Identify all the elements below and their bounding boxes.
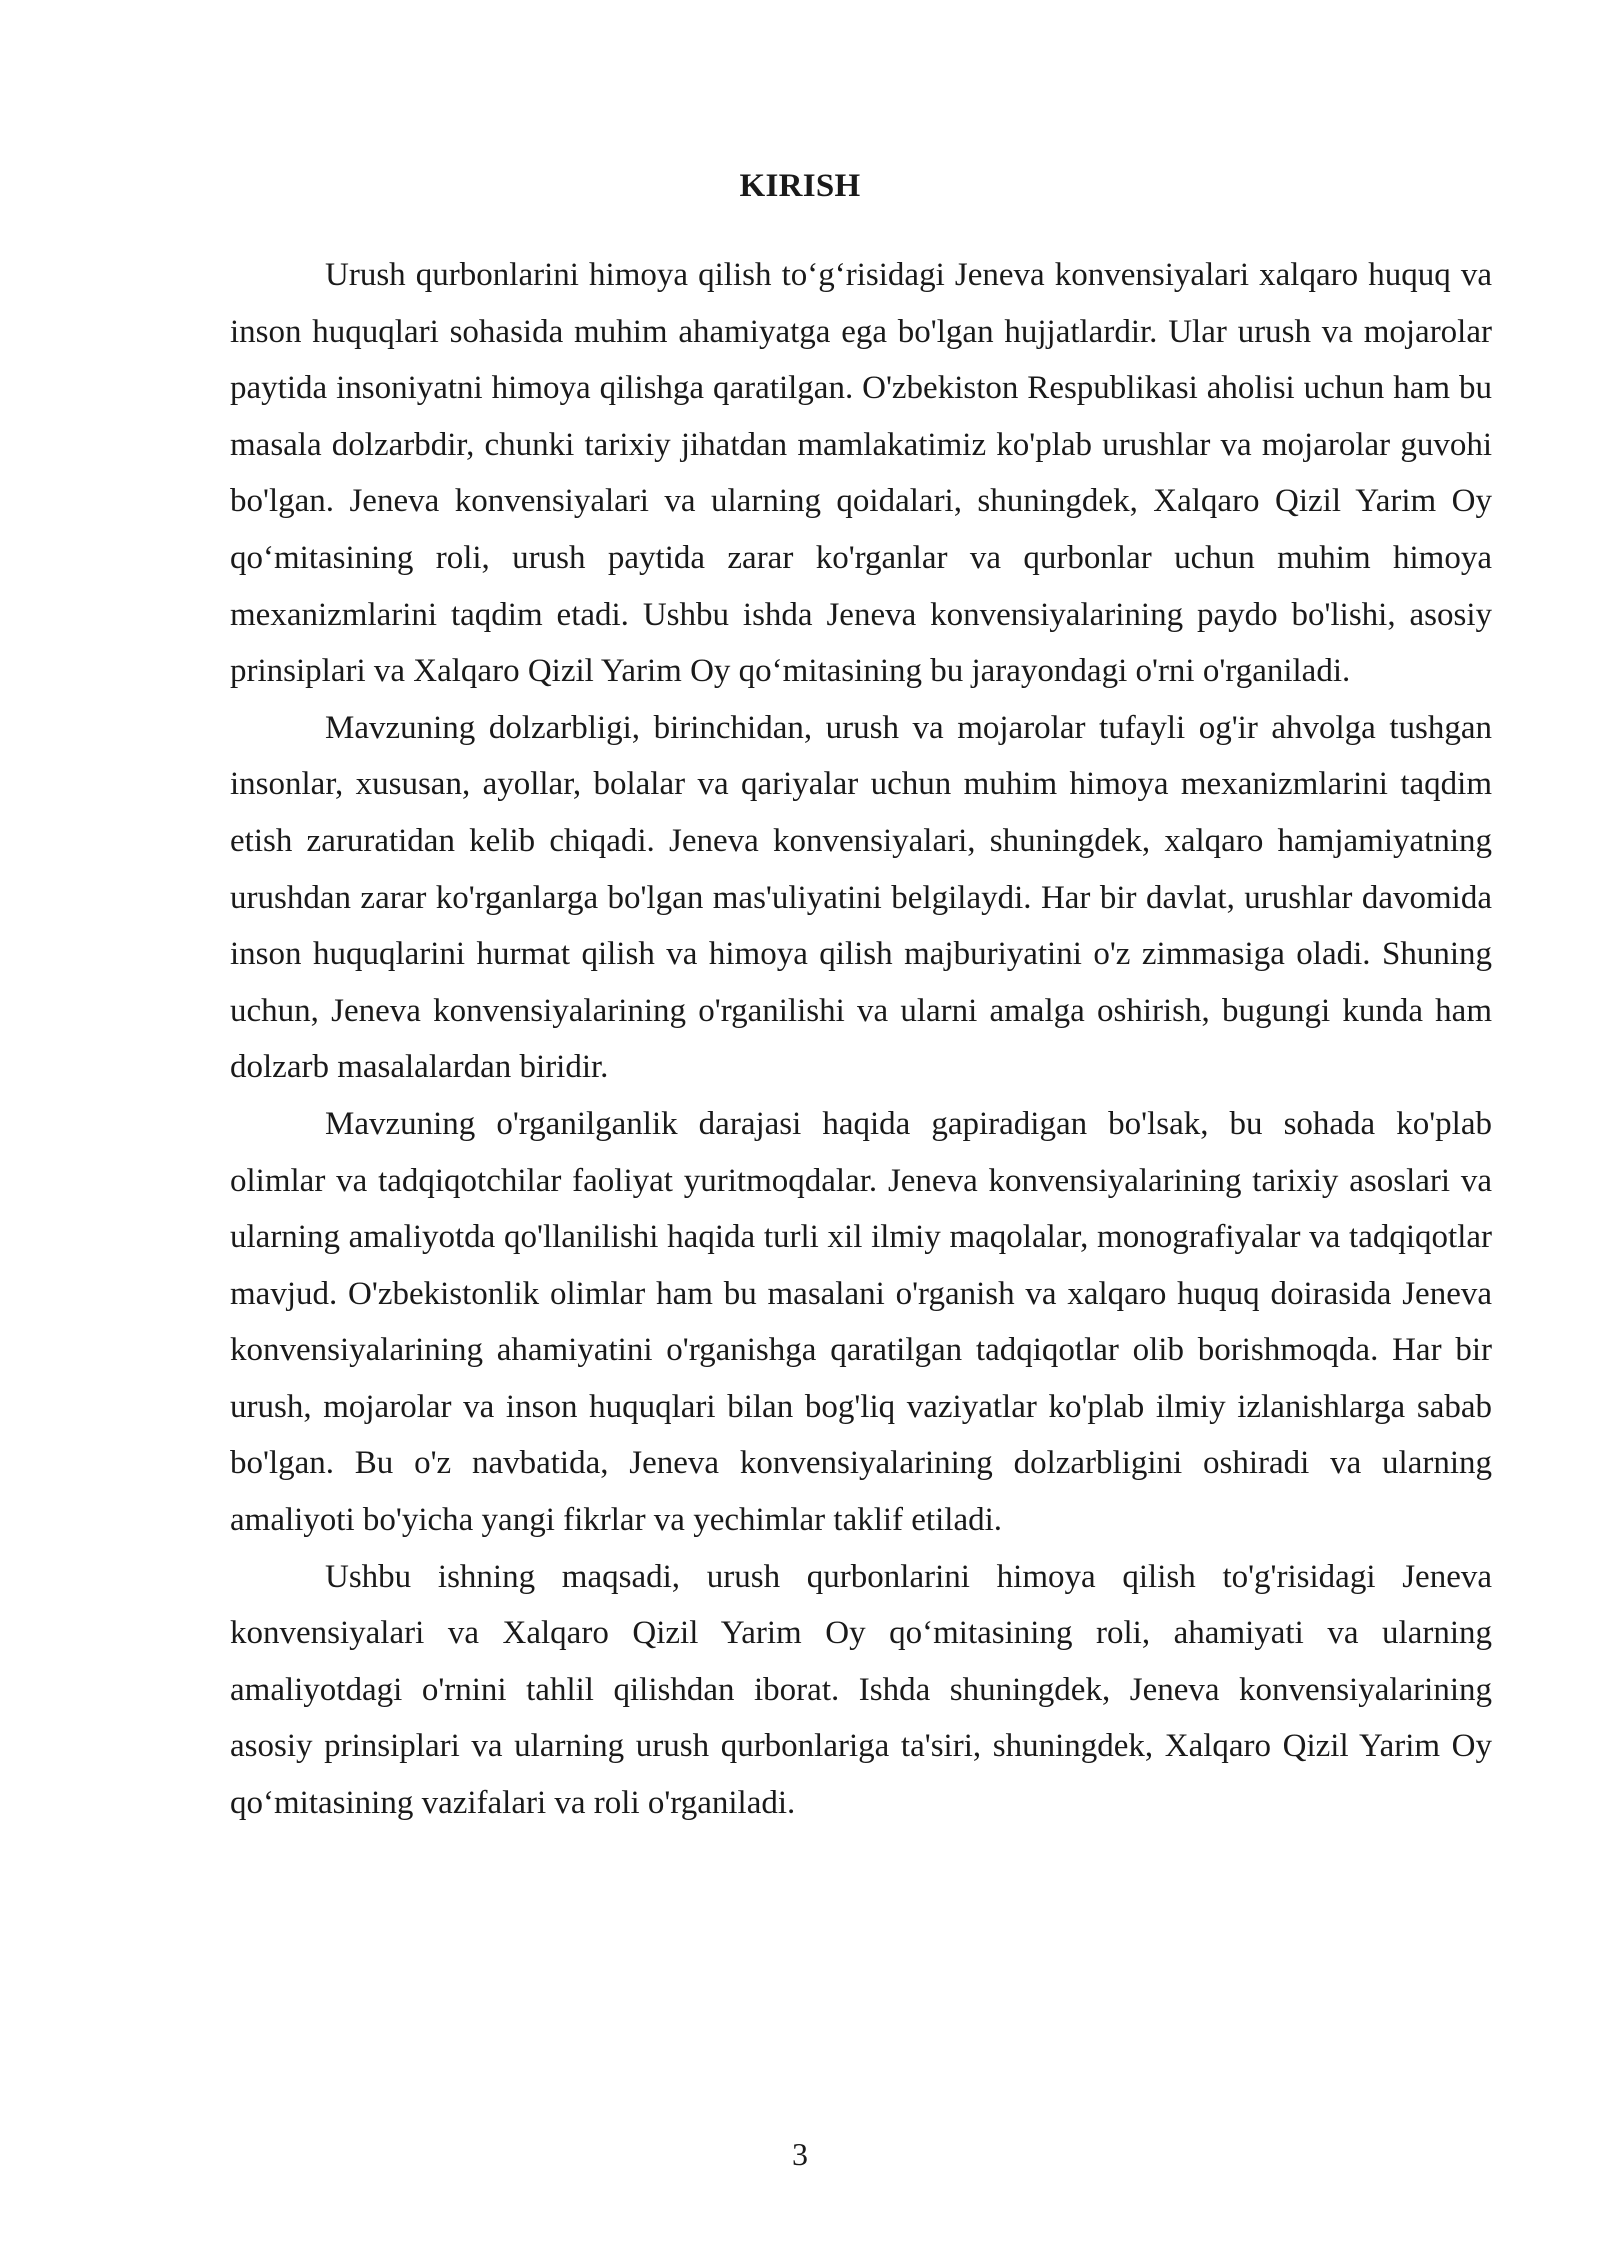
paragraph-introduction: Urush qurbonlarini himoya qilish to‘g‘risidagi Jeneva konvensiyalari xalqaro huquq va inson huquqlari sohasida muhim ahamiyatga ega bo'lgan hujjatlardir. Ular urush va mojarolar paytida insoniyatni himoya qilishga qaratilgan. O'zbekiston Respublikasi aholisi uchun ham bu masala dolzarbdir, chunki tarixiy jihatdan mamlakatimiz ko'plab urushlar va mojarolar guvohi bo'lgan. Jeneva konvensiyalari va ularning qoidalari, shuningdek, Xalqaro Qizil Yarim Oy qo‘mitasining roli, urush paytida zarar ko'rganlar va qurbonlar uchun muhim himoya mexanizmlarini taqdim etadi. Ushbu ishda Jeneva konvensiyalarining paydo bo'lishi, asosiy prinsiplari va Xalqaro Qizil Yarim Oy qo‘mitasining bu jarayondagi o'rni o'rganiladi.	[230, 257, 1492, 690]
page-number: 3	[792, 2136, 808, 2172]
paragraph-relevance: Mavzuning dolzarbligi, birinchidan, urush va mojarolar tufayli og'ir ahvolga tushgan insonlar, xususan, ayollar, bolalar va qariyalar uchun muhim himoya mexanizmlarini taqdim etish zaruratidan kelib chiqadi. Jeneva konvensiyalari, shuningdek, xalqaro hamjamiyatning urushdan zarar ko'rganlarga bo'lgan mas'uliyatini belgilaydi. Har bir davlat, urushlar davomida inson huquqlarini hurmat qilish va himoya qilish majburiyatini o'z zimmasiga oladi. Shuning uchun, Jeneva konvensiyalarining o'rganilishi va ularni amalga oshirish, bugungi kunda ham dolzarb masalalardan biridir.	[230, 709, 1492, 1086]
paragraph-research-degree: Mavzuning o'rganilganlik darajasi haqida gapiradigan bo'lsak, bu sohada ko'plab olimlar va tadqiqotchilar faoliyat yuritmoqdalar. Jeneva konvensiyalarining tarixiy asoslari va ularning amaliyotda qo'llanilishi haqida turli xil ilmiy maqolalar, monografiyalar va tadqiqotlar mavjud. O'zbekistonlik olimlar ham bu masalani o'rganish va xalqaro huquq doirasida Jeneva konvensiyalarining ahamiyatini o'rganishga qaratilgan tadqiqotlar olib borishmoqda. Har bir urush, mojarolar va inson huquqlari bilan bog'liq vaziyatlar ko'plab ilmiy izlanishlarga sabab bo'lgan. Bu o'z navbatida, Jeneva konvensiyalarining dolzarbligini oshiradi va ularning amaliyoti bo'yicha yangi fikrlar va yechimlar taklif etiladi.	[230, 1105, 1492, 1539]
paragraph-purpose: Ushbu ishning maqsadi, urush qurbonlarini himoya qilish to'g'risidagi Jeneva konvensiyalari va Xalqaro Qizil Yarim Oy qo‘mitasining roli, ahamiyati va ularning amaliyotdagi o'rnini tahlil qilishdan iborat. Ishda shuningdek, Jeneva konvensiyalarining asosiy prinsiplari va ularning urush qurbonlariga ta'siri, shuningdek, Xalqaro Qizil Yarim Oy qo‘mitasining vazifalari va roli o'rganiladi.	[230, 1558, 1492, 1822]
body-text	[230, 247, 1492, 1832]
section-title: KIRISH	[739, 168, 861, 204]
